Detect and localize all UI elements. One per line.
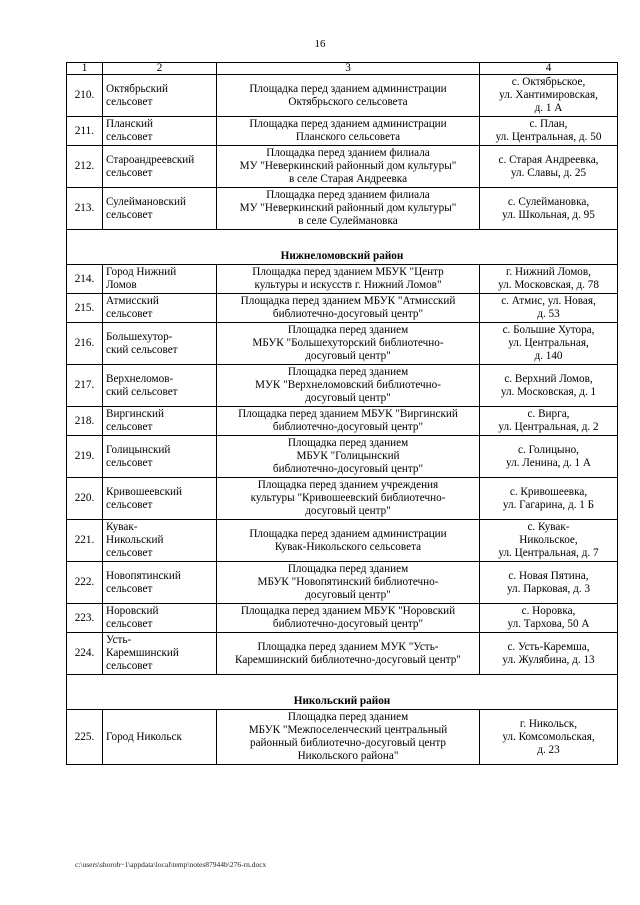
table-row [67, 478, 618, 520]
settlement-name: Город Никольск [103, 710, 217, 765]
row-number: 213. [67, 188, 103, 230]
file-path-footer: c:\users\shoroh~1\appdata\local\temp\notes87944b\276-rn.docx [75, 860, 267, 869]
settlement-name: Октябрьский сельсовет [103, 75, 217, 117]
row-number: 215. [67, 294, 103, 323]
table-row [67, 710, 618, 765]
address: г. Нижний Ломов, ул. Московская, д. 78 [480, 265, 618, 294]
settlement-name: Кувак- Никольский сельсовет [103, 520, 217, 562]
venue-description: Площадка перед зданием МУК "Усть- Каремшинский библиотечно-досуговый центр" [217, 633, 480, 675]
table-row [67, 294, 618, 323]
settlement-name: Новопятинский сельсовет [103, 562, 217, 604]
column-header: 3 [217, 63, 480, 75]
row-number: 214. [67, 265, 103, 294]
page-number: 16 [314, 38, 326, 50]
venue-description: Площадка перед зданием МБУК "Центр культуры и искусств г. Нижний Ломов" [217, 265, 480, 294]
table-row [67, 323, 618, 365]
venue-description: Площадка перед зданием МБУК "Голицынский библиотечно-досуговый центр" [217, 436, 480, 478]
venue-description: Площадка перед зданием МБУК "Межпоселенческий центральный районный библиотечно-досуговый центр Никольского района" [217, 710, 480, 765]
table-row [67, 75, 618, 117]
table-row [67, 562, 618, 604]
column-header: 4 [480, 63, 618, 75]
venue-description: Площадка перед зданием учреждения культуры "Кривошеевский библиотечно- досуговый центр" [217, 478, 480, 520]
row-number: 223. [67, 604, 103, 633]
venue-description: Площадка перед зданием администрации Планского сельсовета [217, 117, 480, 146]
row-number: 219. [67, 436, 103, 478]
table-row [67, 117, 618, 146]
address: с. Кривошеевка, ул. Гагарина, д. 1 Б [480, 478, 618, 520]
address: с. Голицыно, ул. Ленина, д. 1 А [480, 436, 618, 478]
row-number: 220. [67, 478, 103, 520]
settlement-name: Сулеймановский сельсовет [103, 188, 217, 230]
address: с. Большие Хутора, ул. Центральная, д. 140 [480, 323, 618, 365]
district-title: Никольский район [67, 675, 618, 710]
table-row [67, 604, 618, 633]
venue-description: Площадка перед зданием МУК "Верхнеломовский библиотечно- досуговый центр" [217, 365, 480, 407]
table-row [67, 365, 618, 407]
settlement-name: Кривошеевский сельсовет [103, 478, 217, 520]
address: с. Кувак- Никольское, ул. Центральная, д. 7 [480, 520, 618, 562]
column-header: 1 [67, 63, 103, 75]
table-row [67, 265, 618, 294]
district-section-row [67, 230, 618, 265]
settlement-name: Усть- Каремшинский сельсовет [103, 633, 217, 675]
venue-description: Площадка перед зданием МБУК "Большехуторский библиотечно- досуговый центр" [217, 323, 480, 365]
table-row [67, 436, 618, 478]
row-number: 224. [67, 633, 103, 675]
address: г. Никольск, ул. Комсомольская, д. 23 [480, 710, 618, 765]
settlement-name: Норовский сельсовет [103, 604, 217, 633]
settlement-name: Большехутор- ский сельсовет [103, 323, 217, 365]
row-number: 211. [67, 117, 103, 146]
settlement-name: Верхнеломов- ский сельсовет [103, 365, 217, 407]
address: с. Сулеймановка, ул. Школьная, д. 95 [480, 188, 618, 230]
locations-table [66, 62, 618, 765]
address: с. Норовка, ул. Тархова, 50 А [480, 604, 618, 633]
row-number: 210. [67, 75, 103, 117]
column-header: 2 [103, 63, 217, 75]
venue-description: Площадка перед зданием филиала МУ "Неверкинский районный дом культуры" в селе Сулеймановка [217, 188, 480, 230]
venue-description: Площадка перед зданием МБУК "Атмисский библиотечно-досуговый центр" [217, 294, 480, 323]
table-row [67, 146, 618, 188]
row-number: 212. [67, 146, 103, 188]
settlement-name: Атмисский сельсовет [103, 294, 217, 323]
address: с. Верхний Ломов, ул. Московская, д. 1 [480, 365, 618, 407]
table-row [67, 188, 618, 230]
venue-description: Площадка перед зданием филиала МУ "Неверкинский районный дом культуры" в селе Старая Андреевка [217, 146, 480, 188]
address: с. Атмис, ул. Новая, д. 53 [480, 294, 618, 323]
settlement-name: Староандреевский сельсовет [103, 146, 217, 188]
address: с. Новая Пятина, ул. Парковая, д. 3 [480, 562, 618, 604]
address: с. Октябрьское, ул. Хантимировская, д. 1 А [480, 75, 618, 117]
row-number: 221. [67, 520, 103, 562]
row-number: 216. [67, 323, 103, 365]
table-header-row [67, 63, 618, 75]
table-row [67, 520, 618, 562]
venue-description: Площадка перед зданием МБУК "Норовский библиотечно-досуговый центр" [217, 604, 480, 633]
venue-description: Площадка перед зданием администрации Октябрьского сельсовета [217, 75, 480, 117]
address: с. План, ул. Центральная, д. 50 [480, 117, 618, 146]
address: с. Старая Андреевка, ул. Славы, д. 25 [480, 146, 618, 188]
district-title: Нижнеломовский район [67, 230, 618, 265]
district-section-row [67, 675, 618, 710]
table-row [67, 407, 618, 436]
address: с. Усть-Каремша, ул. Жулябина, д. 13 [480, 633, 618, 675]
settlement-name: Город Нижний Ломов [103, 265, 217, 294]
settlement-name: Виргинский сельсовет [103, 407, 217, 436]
row-number: 218. [67, 407, 103, 436]
settlement-name: Голицынский сельсовет [103, 436, 217, 478]
row-number: 217. [67, 365, 103, 407]
venue-description: Площадка перед зданием администрации Кувак-Никольского сельсовета [217, 520, 480, 562]
row-number: 225. [67, 710, 103, 765]
address: с. Вирга, ул. Центральная, д. 2 [480, 407, 618, 436]
table-row [67, 633, 618, 675]
venue-description: Площадка перед зданием МБУК "Новопятинский библиотечно- досуговый центр" [217, 562, 480, 604]
row-number: 222. [67, 562, 103, 604]
venue-description: Площадка перед зданием МБУК "Виргинский библиотечно-досуговый центр" [217, 407, 480, 436]
settlement-name: Планский сельсовет [103, 117, 217, 146]
